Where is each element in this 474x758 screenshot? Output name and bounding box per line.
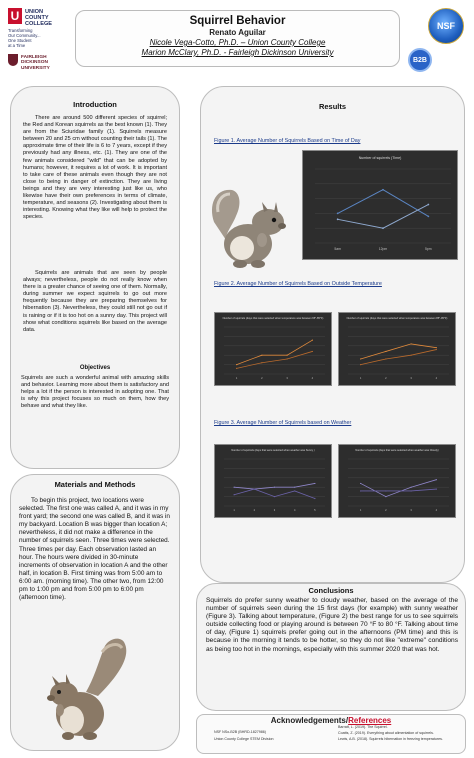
x-tick-label: 1 — [233, 509, 235, 512]
chart-title: Number of squirrels (Time) — [358, 156, 402, 160]
weather-chart-cloudy — [338, 444, 456, 518]
data-point — [360, 483, 361, 484]
fdu-line3: UNIVERSITY — [21, 65, 50, 71]
union-tagline-1: Transforming — [8, 28, 33, 33]
methods-title: Materials and Methods — [54, 480, 136, 489]
fdu-line1: FAIRLEIGH — [21, 55, 47, 60]
acknowledgements-label: Acknowledgements/ — [270, 716, 349, 725]
ack-line-2: Union County College STEM Division — [214, 737, 274, 741]
union-name-line2: COUNTY — [25, 15, 49, 21]
data-point — [236, 364, 237, 365]
data-point — [385, 351, 386, 352]
data-point — [360, 364, 361, 365]
series-line — [338, 190, 429, 217]
data-point — [234, 487, 235, 488]
fdu-line2: DICKINSON — [21, 60, 48, 66]
figure-2-caption: Figure 2. Average Number of Squirrels Based on Outside Temperature — [214, 281, 382, 287]
x-tick-label: 3 — [286, 377, 288, 380]
data-point — [385, 490, 386, 491]
objectives-text: Squirrels are such a wonderful animal with amazing skills and behavior. Learning more about them is satisfactory and helps a lot if the person is interested in adopting one. That is why this project focuses so much on them, how they behave and what they like. — [21, 375, 169, 410]
data-point — [411, 490, 412, 491]
conclusions-title: Conclusions — [308, 586, 354, 595]
data-point — [411, 487, 412, 488]
reference-2: Coatts, Z. (2019). Everything about alimentation of squirrels. — [338, 731, 434, 735]
union-tagline-4: at a Time — [8, 43, 26, 48]
mentor-2: Marion McClary, Ph.D. - Fairleigh Dickinson University — [141, 48, 334, 57]
data-point — [436, 488, 437, 489]
x-tick-label: 3 — [410, 509, 412, 512]
x-tick-label: 2 — [385, 377, 387, 380]
data-point — [261, 355, 262, 356]
data-point — [382, 227, 384, 229]
x-tick-label: 1 — [359, 509, 362, 512]
x-tick-label: 4 — [435, 377, 438, 380]
conclusions-text: Squirrels do prefer sunny weather to cloudy weather, based on the average of the number of squirrels seen during the 15 first days (for example) with sunny weather (Figure 3). Talking about temperature, (Figure 2) the best range for us to see squirrels outside collecting food or playing around is between 70 °F to 80 °F. Talking about time of day, (Figure 1) squirrels prefer going out in the afternoons (PM time) and this is because in the morning it tends to be hotter, so they do not like "extreme" conditions as being too hot in the mornings, especially with this summer 2020 that was hot. — [206, 597, 458, 653]
temperature-chart-65-85 — [214, 312, 332, 386]
data-point — [312, 351, 313, 352]
data-point — [294, 487, 295, 488]
x-tick-label: 4 — [435, 509, 438, 512]
data-point — [427, 204, 429, 206]
data-point — [360, 358, 361, 359]
x-tick-label: 1 — [235, 377, 238, 380]
weather-chart-sunny — [214, 444, 332, 518]
acknowledgements-title — [196, 716, 466, 725]
x-tick-label: 4 — [311, 377, 314, 380]
data-point — [312, 340, 313, 341]
series-line — [361, 350, 437, 365]
reference-1: Barratt, L. (2019). The Squirrel. — [338, 725, 388, 729]
data-point — [254, 488, 255, 489]
data-point — [411, 355, 412, 356]
data-point — [274, 496, 275, 497]
poster-title: Squirrel Behavior — [189, 15, 286, 27]
x-tick-label: 3 — [410, 377, 412, 380]
union-name-line1: UNION — [25, 9, 44, 15]
union-u-mark: U — [8, 8, 22, 24]
data-point — [294, 490, 295, 491]
x-tick-label: 4 — [293, 509, 296, 512]
data-point — [382, 189, 384, 191]
data-point — [411, 343, 412, 344]
time-of-day-chart — [302, 150, 458, 260]
introduction-title: Introduction — [73, 100, 117, 109]
reference-3: Lewis, A.B. (2018). Squirrels hibernation in freezing temperatures. — [338, 737, 443, 741]
squirrel-illustration — [28, 636, 136, 754]
data-point — [360, 490, 361, 491]
data-point — [337, 218, 339, 220]
union-tagline-2: Our Community... — [8, 33, 41, 38]
chart-title: Number of squirrels (days that were selected when temperature was between 65°-85°F) — [222, 317, 324, 320]
poster-author: Renato Aguilar — [209, 28, 266, 37]
introduction-paragraph-2: Squirrels are animals that are seen by people always; nevertheless, people do not really know when there is a greater chance of seeing one of them. Normally, during summer we expect squirrels to go out more frequently because they are preparing themselves for hibernation (3). Nevertheless, they could still not go out if is raining or if it is too hot on a sunny day. This project will show what conditions squirrels like based on the average data. — [23, 270, 167, 333]
poster-header — [75, 10, 400, 67]
data-point — [314, 483, 315, 484]
series-line — [234, 483, 315, 489]
figure-1-caption: Figure 1. Average Number of Squirrels Based on Time of Day — [214, 138, 361, 144]
x-tick-label: 12pm — [378, 247, 388, 251]
x-tick-label: 2 — [253, 509, 256, 512]
data-point — [261, 362, 262, 363]
temperature-chart-85-95 — [338, 312, 456, 386]
x-tick-label: 5am — [334, 247, 341, 251]
results-title: Results — [318, 102, 347, 111]
data-point — [287, 358, 288, 359]
fdu-shield-icon — [8, 54, 18, 66]
references-label: References — [348, 716, 392, 725]
data-point — [236, 368, 237, 369]
series-line — [237, 351, 313, 368]
introduction-paragraph-1: There are around 500 different species of squirrel; the Red and Korean squirrels as the best known (1). They are from the Sciuridae family (1). Squirrels measure between 20 and 25 cm without counting their tails (1). The approximate time of their life is 6 to 7 years, except if they previously had any illness, etc. (1). They are one of the few animals considered "wild" that can be adopted by humans; however, it requires a lot of work. It is important to take care of these animals even though they are not close to being in danger of extinction. They are living beings and they are very interesting just like us, who likewise have their own preferences in terms of climate, temperature, and seasons (2). Investigating about them is interesting. Knowing what they like will help to protect the species. — [23, 115, 167, 221]
union-county-college-logo — [8, 8, 58, 54]
chart-title: Number of squirrels (days that were selected when weather was Sunny ) — [231, 449, 315, 452]
x-tick-label: 5pm — [425, 247, 432, 251]
data-point — [427, 215, 429, 217]
squirrel-photo — [206, 182, 302, 278]
data-point — [436, 349, 437, 350]
x-tick-label: 1 — [359, 377, 362, 380]
fdu-logo — [8, 54, 58, 70]
data-point — [287, 355, 288, 356]
data-point — [436, 347, 437, 348]
ack-line-1: NSF NSo-B2B (BHRD-1827986) — [214, 730, 266, 734]
data-point — [385, 496, 386, 497]
x-tick-label: 2 — [385, 509, 387, 512]
data-point — [436, 479, 437, 480]
methods-text: To begin this project, two locations were selected. The first one was called A, and it was in my front yard; the second one was called B, and it was in my backyard. Location B was bigger than location A; nevertheless, it did not make a difference in the number of squirrels seen. Three times were selected. Three times per day. Each observation lasted an hour. The hours were divided in 30-minute increments of observation in location A and the other half, in location B. First timing was from 5:00 am to 6:00 am. (morning time). The other two, from 12:00 pm to 1:00 pm and from 5:00 pm to 6:00 pm (afternoon time). — [19, 497, 170, 602]
b2b-logo: B2B — [408, 48, 432, 72]
nsf-logo: NSF — [428, 8, 464, 44]
x-tick-label: 3 — [273, 509, 276, 512]
x-tick-label: 2 — [261, 377, 263, 380]
data-point — [385, 358, 386, 359]
series-line — [361, 480, 437, 497]
chart-title: Number of squirrels (days that were selected when weather was Cloudy) — [355, 449, 439, 452]
figure-3-caption: Figure 3. Average Number of Squirrels based on Weather — [214, 420, 352, 426]
union-tagline-3: One Student — [8, 38, 32, 43]
data-point — [234, 494, 235, 495]
data-point — [274, 487, 275, 488]
mentor-1: Nicole Vega-Cotto, Ph.D. – Union County College — [149, 38, 326, 47]
objectives-title: Objectives — [79, 365, 111, 371]
chart-title: Number of squirrels (days that were selected when temperature was between 85°-95°F) — [346, 317, 448, 320]
x-tick-label: 5 — [314, 509, 316, 512]
data-point — [337, 213, 339, 215]
data-point — [314, 498, 315, 499]
union-name-line3: COLLEGE — [25, 21, 53, 27]
